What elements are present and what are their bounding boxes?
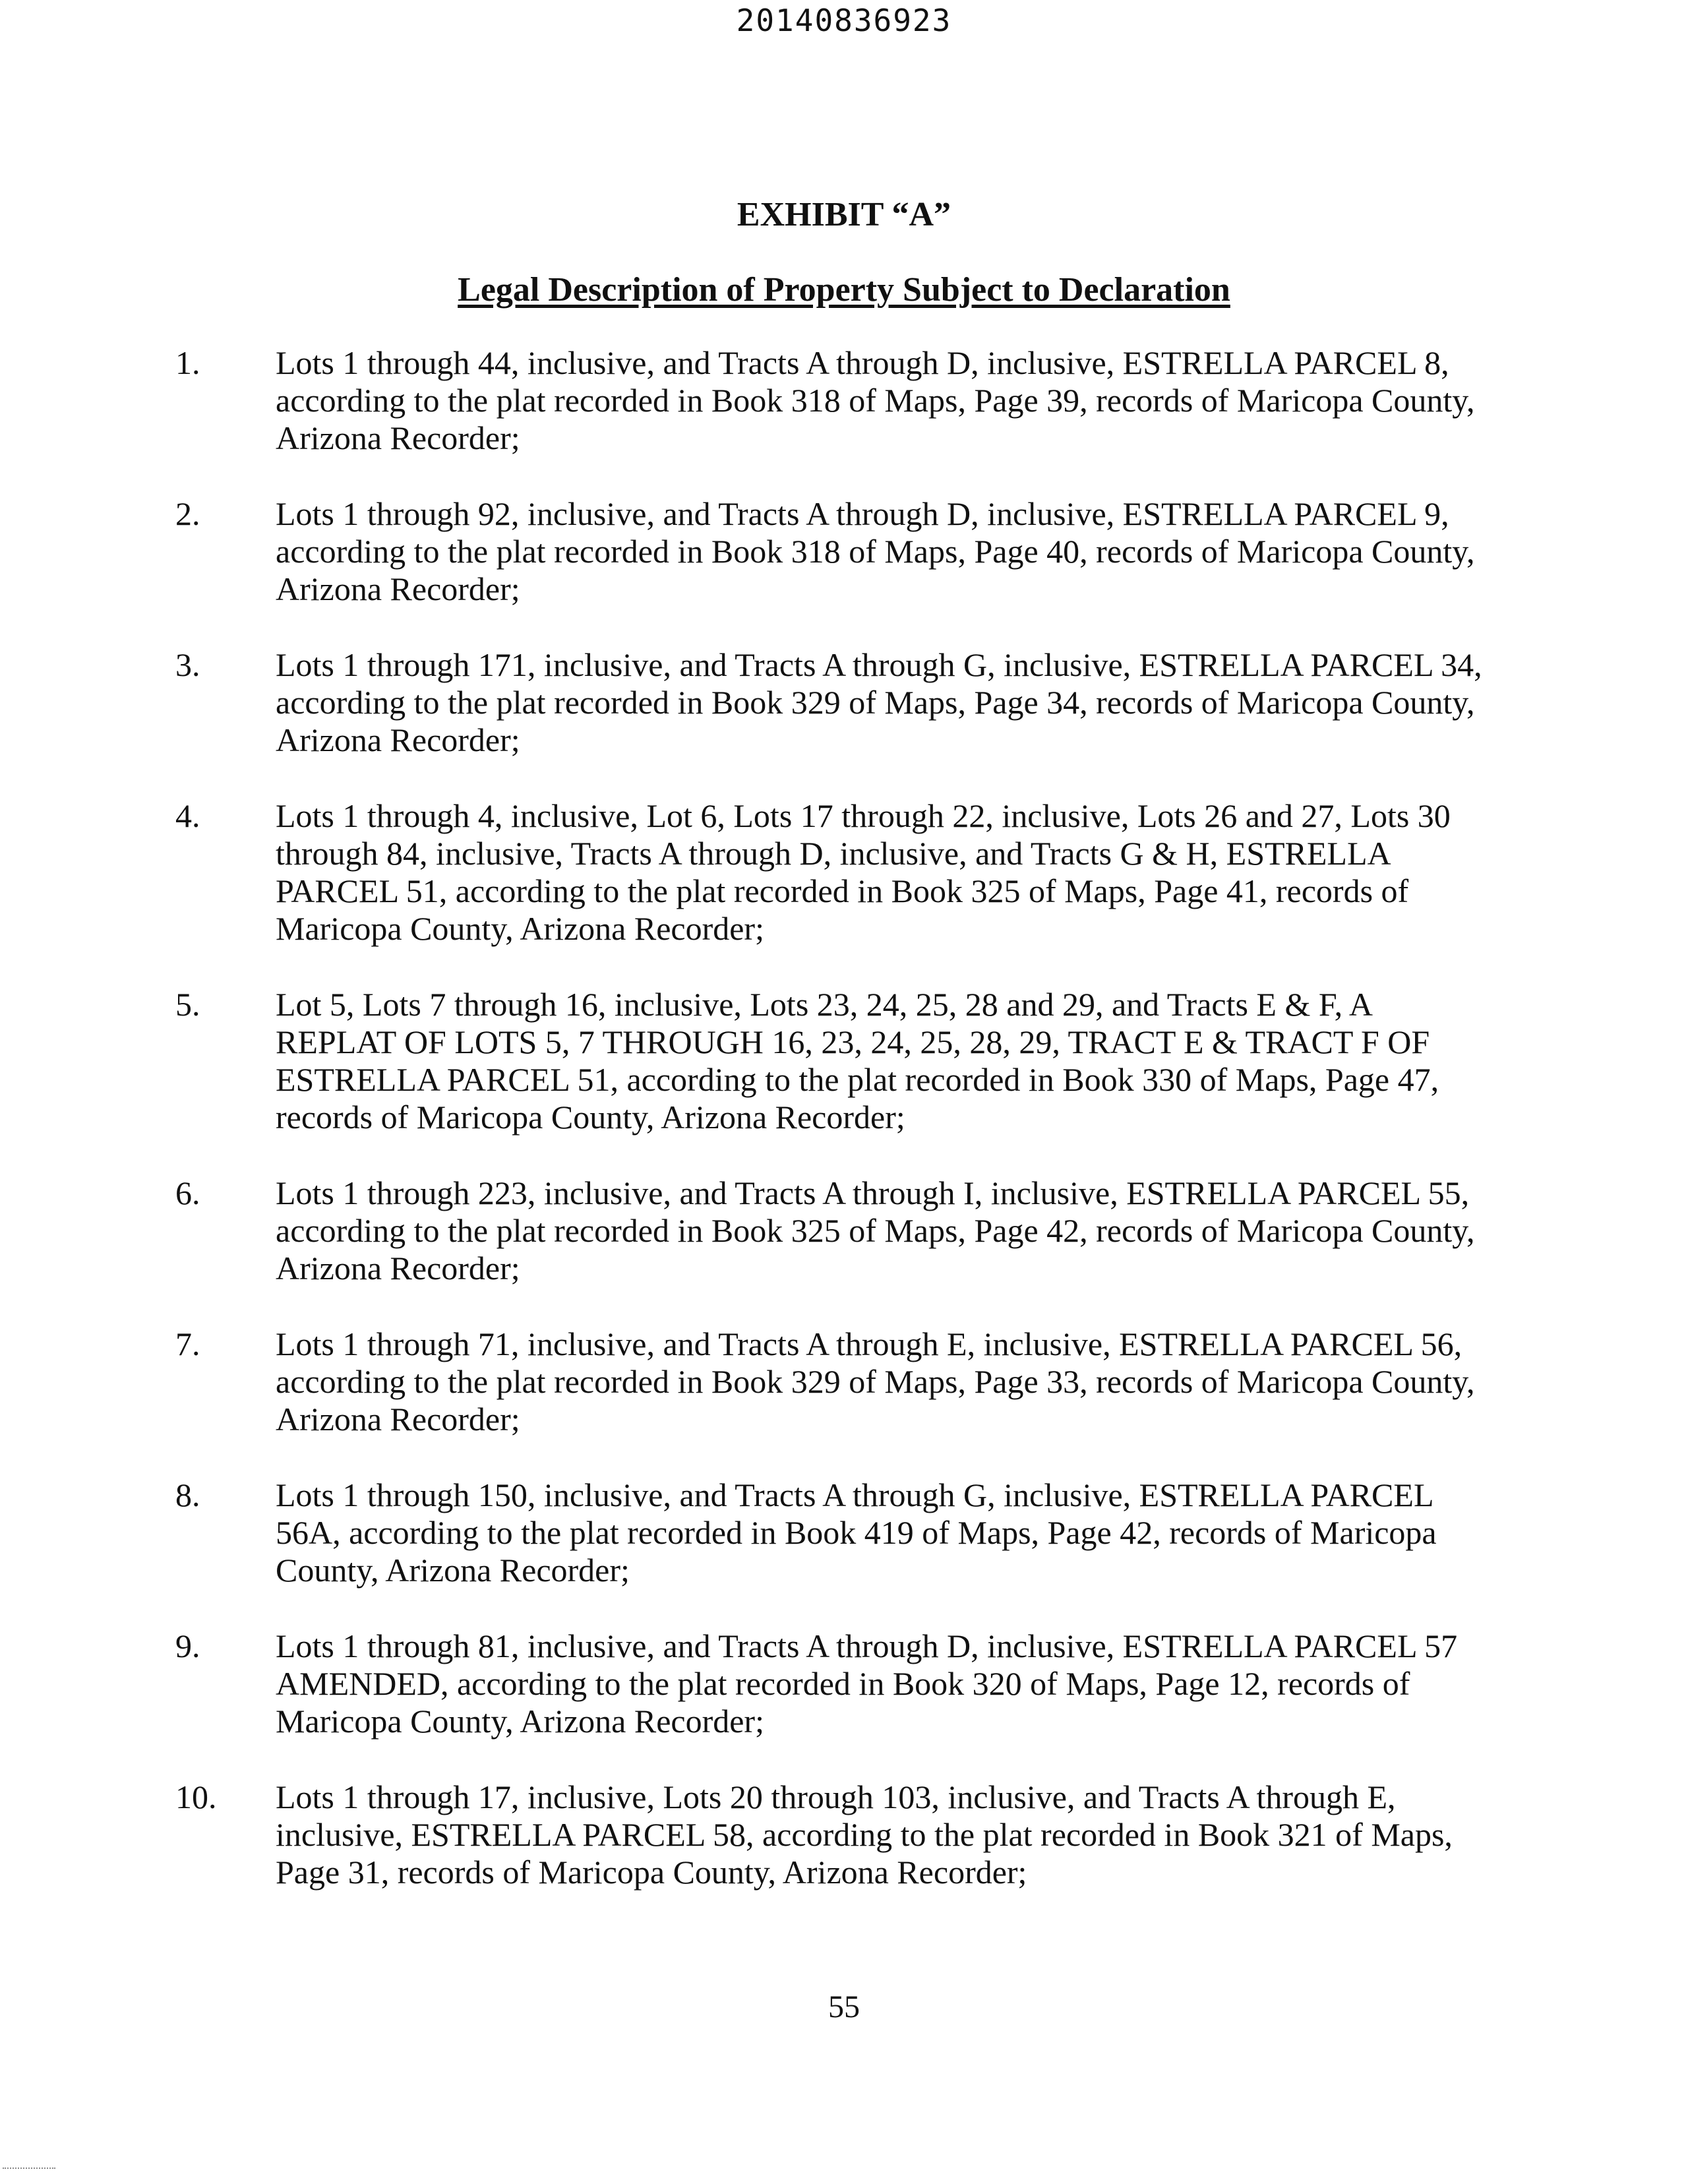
item-text: Lots 1 through 92, inclusive, and Tracts A through D, inclusive, ESTRELLA PARCEL 9, according to the plat recorded in Book 318 of Maps, Page 40, records of Maricopa County, Arizona Recorder; — [276, 495, 1475, 607]
page-number: 55 — [828, 1989, 860, 2024]
item-text: Lots 1 through 71, inclusive, and Tracts A through E, inclusive, ESTRELLA PARCEL 56, according to the plat recorded in Book 329 of Maps, Page 33, records of Maricopa County, Arizona Recorder; — [276, 1325, 1475, 1438]
item-number: 3. — [175, 646, 200, 683]
recording-number: 20140836923 — [736, 3, 952, 38]
exhibit-title: EXHIBIT “A” — [737, 196, 951, 233]
list-item — [171, 1476, 1490, 1589]
item-text: Lots 1 through 223, inclusive, and Tracts A through I, inclusive, ESTRELLA PARCEL 55, according to the plat recorded in Book 325 of Maps, Page 42, records of Maricopa County, Arizona Recorder; — [276, 1174, 1475, 1287]
item-text: Lots 1 through 150, inclusive, and Tracts A through G, inclusive, ESTRELLA PARCEL 56A, according to the plat recorded in Book 419 of Maps, Page 42, records of Maricopa County, Arizona Recorder; — [276, 1476, 1437, 1589]
list-item — [171, 1325, 1490, 1438]
list-item — [171, 344, 1490, 457]
item-number: 10. — [175, 1778, 217, 1815]
item-number: 4. — [175, 797, 200, 834]
item-number: 2. — [175, 495, 200, 532]
item-number: 5. — [175, 986, 200, 1023]
item-text: Lot 5, Lots 7 through 16, inclusive, Lots 23, 24, 25, 28 and 29, and Tracts E & F, A REPLAT OF LOTS 5, 7 THROUGH 16, 23, 24, 25, 28, 29, TRACT E & TRACT F OF ESTRELLA PARCEL 51, according to the plat recorded in Book 330 of Maps, Page 47, records of Maricopa County, Arizona Recorder; — [276, 986, 1439, 1136]
scan-artifact — [3, 2168, 55, 2171]
item-number: 6. — [175, 1174, 200, 1211]
item-number: 8. — [175, 1476, 200, 1513]
item-number: 7. — [175, 1325, 200, 1362]
item-number: 9. — [175, 1627, 200, 1664]
exhibit-subtitle: Legal Description of Property Subject to Declaration — [458, 271, 1230, 309]
list-item — [171, 1627, 1490, 1740]
item-text: Lots 1 through 44, inclusive, and Tracts A through D, inclusive, ESTRELLA PARCEL 8, according to the plat recorded in Book 318 of Maps, Page 39, records of Maricopa County, Arizona Recorder; — [276, 344, 1475, 456]
list-item — [171, 1778, 1490, 1891]
item-text: Lots 1 through 81, inclusive, and Tracts A through D, inclusive, ESTRELLA PARCEL 57 AMENDED, according to the plat recorded in Book 320 of Maps, Page 12, records of Maricopa County, Arizona Recorder; — [276, 1627, 1458, 1740]
list-item — [171, 646, 1490, 759]
item-text: Lots 1 through 4, inclusive, Lot 6, Lots 17 through 22, inclusive, Lots 26 and 27, Lots 30 through 84, inclusive, Tracts A through D, inclusive, and Tracts G & H, ESTRELLA PARCEL 51, according to the plat recorded in Book 325 of Maps, Page 41, records of Maricopa County, Arizona Recorder; — [276, 797, 1451, 947]
item-number: 1. — [175, 344, 200, 381]
list-item — [171, 1174, 1490, 1287]
legal-description-list — [171, 344, 1490, 1929]
list-item — [171, 495, 1490, 608]
list-item — [171, 986, 1490, 1136]
list-item — [171, 797, 1490, 948]
item-text: Lots 1 through 17, inclusive, Lots 20 through 103, inclusive, and Tracts A through E, inclusive, ESTRELLA PARCEL 58, according to the plat recorded in Book 321 of Maps, Page 31, records of Maricopa County, Arizona Recorder; — [276, 1778, 1453, 1891]
item-text: Lots 1 through 171, inclusive, and Tracts A through G, inclusive, ESTRELLA PARCEL 34, according to the plat recorded in Book 329 of Maps, Page 34, records of Maricopa County, Arizona Recorder; — [276, 646, 1482, 758]
